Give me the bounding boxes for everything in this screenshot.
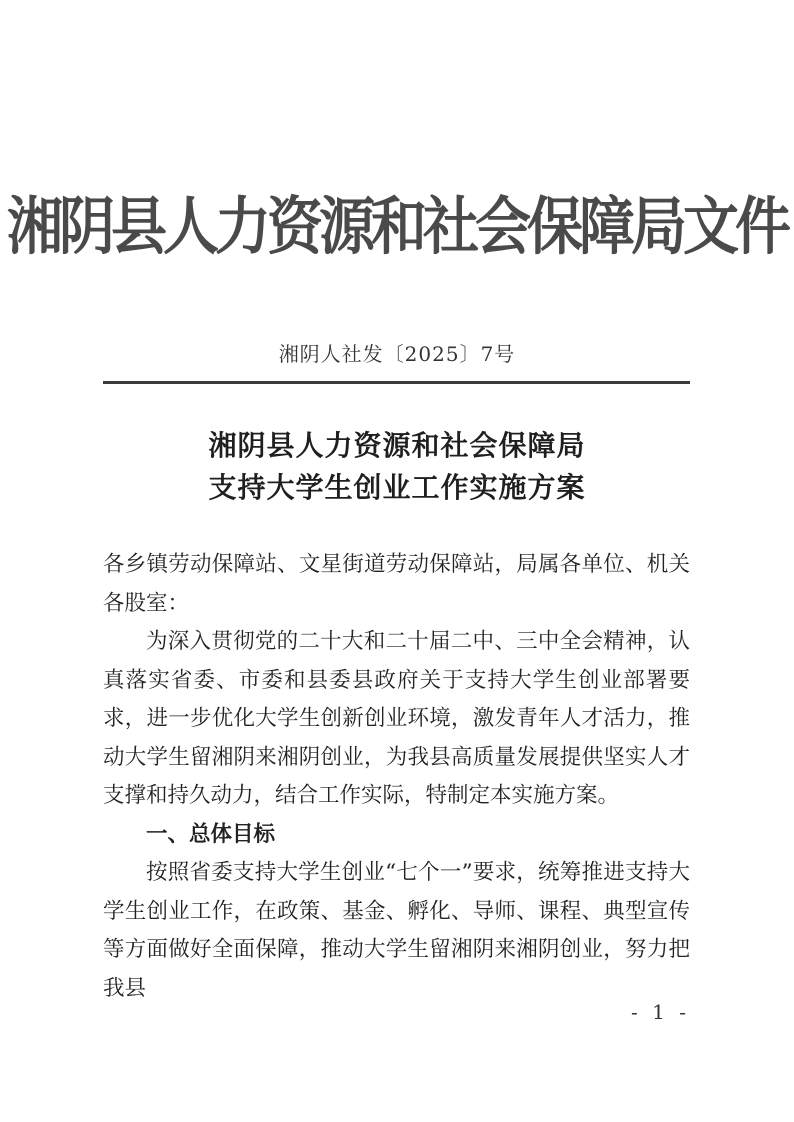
header-divider (103, 381, 690, 384)
addressee-paragraph: 各乡镇劳动保障站、文星街道劳动保障站，局属各单位、机关各股室： (103, 552, 690, 616)
masthead-title: 湘阴县人力资源和社会保障局文件 (7, 191, 787, 264)
page-number: - 1 - (631, 1000, 690, 1024)
section-1-paragraph: 按照省委支持大学生创业“七个一”要求，统筹推进支持大学生创业工作，在政策、基金、孵化、导师、课程、典型宣传等方面做好全面保障，推动大学生留湘阴来湘阴创业，努力把我县 (103, 860, 690, 1001)
document-title (0, 425, 794, 509)
title-line-1: 湘阴县人力资源和社会保障局 (208, 429, 586, 462)
section-1-heading: 一、总体目标 (146, 821, 276, 847)
document-body (103, 546, 690, 1008)
intro-paragraph: 为深入贯彻党的二十大和二十届二中、三中全会精神，认真落实省委、市委和县委县政府关于支持大学生创业部署要求，进一步优化大学生创新创业环境，激发青年人才活力，推动大学生留湘阴来湘阴创业，为我县高质量发展提供坚实人才支撑和持久动力，结合工作实际，特制定本实施方案。 (103, 629, 690, 808)
title-line-2: 支持大学生创业工作实施方案 (208, 471, 586, 504)
document-number: 湘阴人社发〔2025〕7号 (278, 342, 516, 366)
